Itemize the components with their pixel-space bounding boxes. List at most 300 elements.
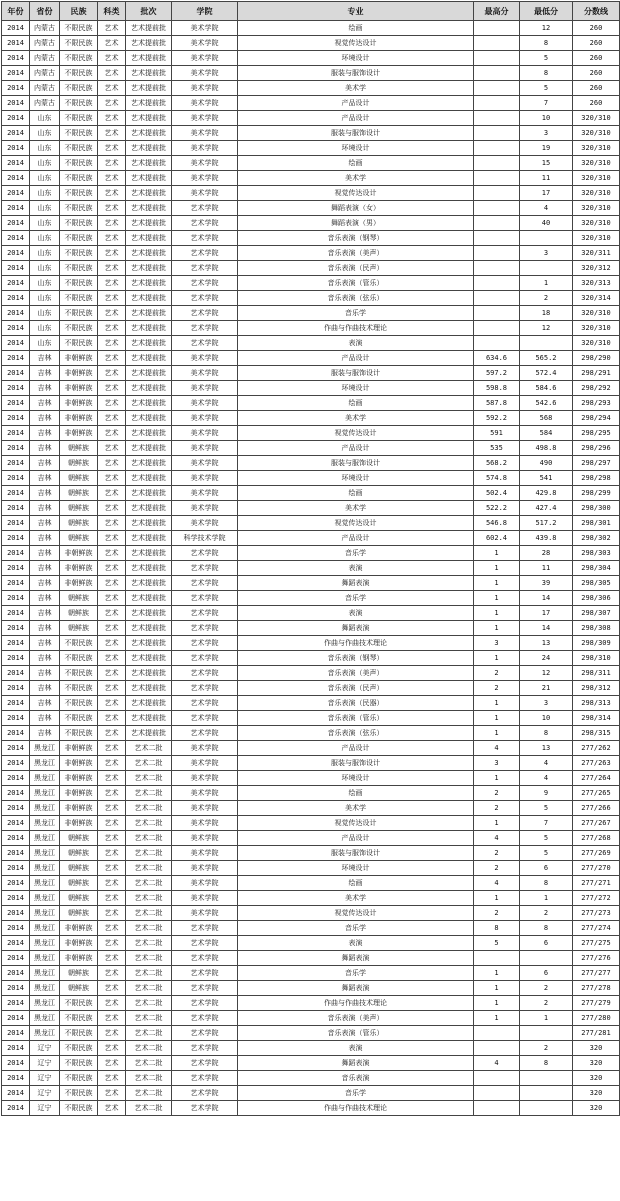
cell-cutoff: 320/310 [573,336,620,351]
cell-cutoff: 298/293 [573,396,620,411]
cell-province: 内蒙古 [30,51,60,66]
cell-max-score: 2 [474,666,520,681]
cell-major: 音乐表演（民声） [238,261,474,276]
cell-year: 2014 [2,201,30,216]
cell-min-score: 28 [520,546,573,561]
cell-ethnicity: 不限民族 [60,66,98,81]
cell-max-score [474,186,520,201]
cell-batch: 艺术二批 [126,771,172,786]
cell-cutoff: 277/279 [573,996,620,1011]
cell-college: 艺术学院 [172,291,238,306]
cell-ethnicity: 朝鲜族 [60,456,98,471]
cell-year: 2014 [2,561,30,576]
table-row [2,246,620,261]
cell-cutoff: 320 [573,1056,620,1071]
cell-cutoff: 298/290 [573,351,620,366]
cell-min-score: 15 [520,156,573,171]
cell-province: 内蒙古 [30,66,60,81]
cell-min-score [520,951,573,966]
cell-year: 2014 [2,786,30,801]
cell-college: 美术学院 [172,456,238,471]
cell-year: 2014 [2,186,30,201]
cell-major: 环境设计 [238,471,474,486]
cell-max-score: 1 [474,891,520,906]
cell-min-score: 568 [520,411,573,426]
cell-year: 2014 [2,921,30,936]
table-row [2,606,620,621]
table-row [2,486,620,501]
cell-max-score [474,111,520,126]
cell-college: 美术学院 [172,381,238,396]
cell-min-score: 17 [520,606,573,621]
cell-major: 音乐表演 [238,1071,474,1086]
cell-ethnicity: 朝鲜族 [60,876,98,891]
cell-year: 2014 [2,501,30,516]
cell-year: 2014 [2,576,30,591]
cell-ethnicity: 朝鲜族 [60,981,98,996]
cell-max-score: 8 [474,921,520,936]
cell-category: 艺术 [98,1101,126,1116]
cell-year: 2014 [2,546,30,561]
cell-min-score: 8 [520,1056,573,1071]
cell-college: 艺术学院 [172,981,238,996]
table-row [2,336,620,351]
cell-batch: 艺术提前批 [126,411,172,426]
cell-batch: 艺术提前批 [126,546,172,561]
table-row [2,1026,620,1041]
cell-province: 吉林 [30,651,60,666]
cell-batch: 艺术二批 [126,786,172,801]
cell-max-score [474,96,520,111]
col-header-ethnicity: 民族 [60,2,98,21]
cell-ethnicity: 非朝鲜族 [60,921,98,936]
cell-cutoff: 298/311 [573,666,620,681]
cell-college: 艺术学院 [172,681,238,696]
table-row [2,786,620,801]
cell-ethnicity: 不限民族 [60,1026,98,1041]
cell-ethnicity: 不限民族 [60,36,98,51]
cell-batch: 艺术提前批 [126,621,172,636]
cell-year: 2014 [2,681,30,696]
cell-college: 美术学院 [172,156,238,171]
cell-min-score: 584.6 [520,381,573,396]
cell-year: 2014 [2,21,30,36]
cell-province: 辽宁 [30,1071,60,1086]
cell-ethnicity: 非朝鲜族 [60,786,98,801]
cell-college: 美术学院 [172,906,238,921]
cell-category: 艺术 [98,726,126,741]
cell-category: 艺术 [98,231,126,246]
cell-year: 2014 [2,111,30,126]
cell-min-score [520,1026,573,1041]
cell-cutoff: 320/310 [573,186,620,201]
cell-max-score [474,141,520,156]
cell-college: 美术学院 [172,81,238,96]
cell-max-score [474,231,520,246]
cell-category: 艺术 [98,21,126,36]
cell-category: 艺术 [98,591,126,606]
cell-max-score: 1 [474,561,520,576]
cell-major: 音乐表演（管乐） [238,276,474,291]
table-row [2,981,620,996]
cell-province: 山东 [30,141,60,156]
cell-major: 绘画 [238,786,474,801]
cell-year: 2014 [2,531,30,546]
cell-category: 艺术 [98,36,126,51]
cell-max-score [474,66,520,81]
cell-ethnicity: 非朝鲜族 [60,426,98,441]
cell-province: 吉林 [30,396,60,411]
cell-batch: 艺术二批 [126,951,172,966]
cell-major: 产品设计 [238,741,474,756]
cell-cutoff: 260 [573,21,620,36]
cell-year: 2014 [2,411,30,426]
cell-year: 2014 [2,831,30,846]
cell-major: 音乐学 [238,546,474,561]
cell-college: 艺术学院 [172,966,238,981]
cell-ethnicity: 非朝鲜族 [60,561,98,576]
cell-category: 艺术 [98,801,126,816]
table-row [2,576,620,591]
table-row [2,741,620,756]
cell-ethnicity: 不限民族 [60,126,98,141]
cell-category: 艺术 [98,831,126,846]
cell-category: 艺术 [98,336,126,351]
cell-major: 绘画 [238,486,474,501]
cell-major: 音乐表演（美声） [238,666,474,681]
cell-max-score: 502.4 [474,486,520,501]
cell-province: 内蒙古 [30,81,60,96]
table-row [2,1056,620,1071]
cell-year: 2014 [2,516,30,531]
cell-category: 艺术 [98,216,126,231]
cell-category: 艺术 [98,381,126,396]
cell-max-score [474,81,520,96]
cell-major: 服装与服饰设计 [238,846,474,861]
cell-max-score [474,321,520,336]
cell-min-score: 427.4 [520,501,573,516]
table-row [2,846,620,861]
cell-min-score: 517.2 [520,516,573,531]
cell-year: 2014 [2,291,30,306]
cell-category: 艺术 [98,546,126,561]
cell-cutoff: 260 [573,51,620,66]
cell-college: 美术学院 [172,501,238,516]
cell-min-score: 11 [520,561,573,576]
cell-batch: 艺术提前批 [126,516,172,531]
cell-ethnicity: 不限民族 [60,681,98,696]
cell-major: 音乐表演（弦乐） [238,726,474,741]
cell-ethnicity: 不限民族 [60,321,98,336]
cell-college: 美术学院 [172,366,238,381]
cell-cutoff: 277/267 [573,816,620,831]
cell-major: 环境设计 [238,861,474,876]
cell-college: 美术学院 [172,96,238,111]
cell-cutoff: 260 [573,36,620,51]
cell-year: 2014 [2,1011,30,1026]
cell-min-score: 6 [520,936,573,951]
table-row [2,36,620,51]
cell-batch: 艺术二批 [126,741,172,756]
cell-max-score [474,126,520,141]
cell-max-score: 4 [474,1056,520,1071]
cell-max-score: 1 [474,726,520,741]
cell-min-score: 12 [520,666,573,681]
cell-ethnicity: 非朝鲜族 [60,411,98,426]
cell-major: 美术学 [238,501,474,516]
table-row [2,276,620,291]
cell-max-score [474,1086,520,1101]
cell-ethnicity: 不限民族 [60,1071,98,1086]
cell-college: 艺术学院 [172,306,238,321]
table-row [2,111,620,126]
cell-batch: 艺术提前批 [126,306,172,321]
cell-college: 美术学院 [172,486,238,501]
cell-ethnicity: 不限民族 [60,651,98,666]
cell-province: 黑龙江 [30,846,60,861]
cell-category: 艺术 [98,1041,126,1056]
col-header-year: 年份 [2,2,30,21]
cell-college: 艺术学院 [172,576,238,591]
cell-min-score: 7 [520,816,573,831]
cell-cutoff: 320/310 [573,141,620,156]
cell-province: 山东 [30,201,60,216]
cell-batch: 艺术二批 [126,801,172,816]
cell-college: 艺术学院 [172,201,238,216]
cell-cutoff: 277/272 [573,891,620,906]
cell-province: 黑龙江 [30,951,60,966]
col-header-max-score: 最高分 [474,2,520,21]
cell-min-score: 21 [520,681,573,696]
cell-batch: 艺术提前批 [126,291,172,306]
cell-category: 艺术 [98,351,126,366]
cell-batch: 艺术二批 [126,996,172,1011]
cell-year: 2014 [2,951,30,966]
cell-cutoff: 277/276 [573,951,620,966]
cell-province: 黑龙江 [30,756,60,771]
cell-max-score [474,216,520,231]
cell-cutoff: 298/315 [573,726,620,741]
cell-min-score: 3 [520,696,573,711]
table-row [2,921,620,936]
cell-college: 美术学院 [172,441,238,456]
cell-province: 黑龙江 [30,921,60,936]
cell-min-score: 542.6 [520,396,573,411]
cell-college: 美术学院 [172,741,238,756]
cell-year: 2014 [2,1071,30,1086]
cell-major: 服装与服饰设计 [238,126,474,141]
table-row [2,1101,620,1116]
cell-major: 产品设计 [238,531,474,546]
cell-batch: 艺术二批 [126,891,172,906]
cell-major: 音乐学 [238,306,474,321]
cell-ethnicity: 不限民族 [60,1086,98,1101]
cell-cutoff: 277/263 [573,756,620,771]
cell-ethnicity: 非朝鲜族 [60,396,98,411]
cell-max-score: 602.4 [474,531,520,546]
cell-ethnicity: 不限民族 [60,666,98,681]
cell-major: 绘画 [238,876,474,891]
cell-cutoff: 277/269 [573,846,620,861]
cell-max-score: 1 [474,1011,520,1026]
cell-major: 表演 [238,1041,474,1056]
cell-province: 黑龙江 [30,771,60,786]
cell-max-score: 4 [474,876,520,891]
cell-min-score: 4 [520,771,573,786]
cell-min-score: 2 [520,291,573,306]
cell-year: 2014 [2,771,30,786]
cell-batch: 艺术提前批 [126,21,172,36]
cell-batch: 艺术提前批 [126,561,172,576]
cell-college: 美术学院 [172,816,238,831]
cell-category: 艺术 [98,321,126,336]
cell-ethnicity: 朝鲜族 [60,501,98,516]
cell-category: 艺术 [98,561,126,576]
cell-year: 2014 [2,651,30,666]
cell-major: 舞蹈表演 [238,621,474,636]
cell-min-score: 8 [520,66,573,81]
cell-college: 艺术学院 [172,651,238,666]
cell-batch: 艺术提前批 [126,261,172,276]
cell-major: 视觉传达设计 [238,186,474,201]
cell-min-score: 439.8 [520,531,573,546]
cell-year: 2014 [2,96,30,111]
cell-province: 吉林 [30,441,60,456]
cell-college: 美术学院 [172,831,238,846]
cell-category: 艺术 [98,66,126,81]
cell-max-score: 587.8 [474,396,520,411]
cell-batch: 艺术提前批 [126,111,172,126]
cell-batch: 艺术提前批 [126,396,172,411]
cell-year: 2014 [2,321,30,336]
cell-cutoff: 277/281 [573,1026,620,1041]
cell-max-score: 1 [474,966,520,981]
cell-major: 美术学 [238,81,474,96]
cell-province: 吉林 [30,636,60,651]
cell-year: 2014 [2,156,30,171]
cell-cutoff: 298/300 [573,501,620,516]
table-row [2,936,620,951]
cell-min-score: 1 [520,1011,573,1026]
cell-major: 音乐学 [238,966,474,981]
table-row [2,726,620,741]
cell-year: 2014 [2,171,30,186]
cell-college: 美术学院 [172,51,238,66]
cell-major: 作曲与作曲技术理论 [238,1101,474,1116]
col-header-category: 科类 [98,2,126,21]
cell-category: 艺术 [98,816,126,831]
cell-cutoff: 320/310 [573,231,620,246]
cell-year: 2014 [2,351,30,366]
cell-year: 2014 [2,606,30,621]
cell-year: 2014 [2,906,30,921]
cell-min-score: 18 [520,306,573,321]
cell-cutoff: 320/311 [573,246,620,261]
table-row [2,1071,620,1086]
cell-category: 艺术 [98,126,126,141]
cell-cutoff: 277/270 [573,861,620,876]
table-row [2,291,620,306]
cell-cutoff: 298/298 [573,471,620,486]
cell-cutoff: 260 [573,81,620,96]
cell-min-score: 3 [520,126,573,141]
cell-ethnicity: 朝鲜族 [60,516,98,531]
cell-category: 艺术 [98,111,126,126]
cell-batch: 艺术提前批 [126,96,172,111]
cell-province: 黑龙江 [30,861,60,876]
cell-college: 美术学院 [172,396,238,411]
cell-year: 2014 [2,276,30,291]
table-row [2,891,620,906]
cell-province: 吉林 [30,471,60,486]
cell-college: 美术学院 [172,141,238,156]
cell-category: 艺术 [98,666,126,681]
cell-year: 2014 [2,126,30,141]
cell-province: 黑龙江 [30,936,60,951]
cell-batch: 艺术二批 [126,936,172,951]
cell-min-score: 2 [520,906,573,921]
cell-max-score: 2 [474,801,520,816]
cell-batch: 艺术二批 [126,756,172,771]
cell-cutoff: 298/299 [573,486,620,501]
cell-max-score: 535 [474,441,520,456]
cell-ethnicity: 不限民族 [60,201,98,216]
cell-max-score: 1 [474,621,520,636]
cell-province: 黑龙江 [30,831,60,846]
cell-ethnicity: 非朝鲜族 [60,576,98,591]
cell-max-score: 592.2 [474,411,520,426]
cell-min-score: 1 [520,891,573,906]
cell-year: 2014 [2,861,30,876]
table-row [2,261,620,276]
cell-province: 吉林 [30,426,60,441]
table-row [2,1041,620,1056]
cell-province: 吉林 [30,351,60,366]
cell-major: 音乐表演（管乐） [238,711,474,726]
cell-cutoff: 320/310 [573,201,620,216]
cell-max-score: 2 [474,861,520,876]
cell-cutoff: 320/312 [573,261,620,276]
cell-category: 艺术 [98,756,126,771]
cell-major: 音乐表演（民声） [238,681,474,696]
cell-ethnicity: 不限民族 [60,141,98,156]
table-row [2,471,620,486]
cell-min-score: 11 [520,171,573,186]
cell-major: 视觉传达设计 [238,906,474,921]
cell-max-score: 1 [474,711,520,726]
cell-category: 艺术 [98,981,126,996]
cell-college: 艺术学院 [172,1011,238,1026]
cell-major: 音乐表演（钢琴） [238,231,474,246]
cell-year: 2014 [2,591,30,606]
cell-ethnicity: 非朝鲜族 [60,951,98,966]
cell-cutoff: 277/277 [573,966,620,981]
cell-min-score: 24 [520,651,573,666]
table-row [2,426,620,441]
cell-cutoff: 298/305 [573,576,620,591]
cell-max-score: 1 [474,981,520,996]
cell-ethnicity: 不限民族 [60,111,98,126]
cell-max-score [474,36,520,51]
cell-category: 艺术 [98,861,126,876]
cell-min-score: 3 [520,246,573,261]
cell-province: 吉林 [30,561,60,576]
cell-min-score: 10 [520,111,573,126]
cell-cutoff: 298/297 [573,456,620,471]
cell-ethnicity: 朝鲜族 [60,891,98,906]
cell-major: 音乐表演（民器） [238,696,474,711]
cell-province: 辽宁 [30,1056,60,1071]
